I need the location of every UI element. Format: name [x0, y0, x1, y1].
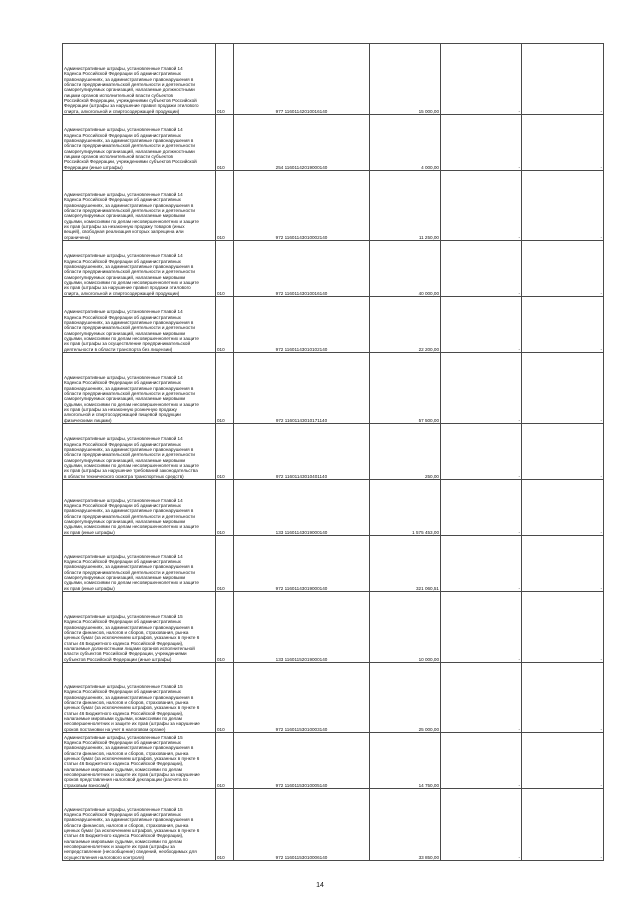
- line-code: 010: [216, 789, 234, 861]
- executed-amount: -: [441, 733, 522, 789]
- line-code: 010: [216, 241, 234, 297]
- executed-amount: -: [441, 663, 522, 733]
- row-name: Административные штрафы, установленные Главой 14 Кодекса Российской Федерации об административных правонарушениях, за административные правонарушения в области предпринимательской деятельности и деятельности саморегулируемых организаций, налагаемые мировыми судьями, комиссиями по делам несовершеннолетних и защите их прав (штрафы за нарушение требований законодательства в области технического осмотра транспортных средств): [63, 424, 216, 480]
- row-name: Административные штрафы, установленные Главой 15 Кодекса Российской Федерации об административных правонарушениях, за административные правонарушения в области финансов, налогов и сборов, страхования, рынка ценных бумаг (за исключением штрафов, указанных в пункте 6 статьи 46 Бюджетного кодекса Российской Федерации), налагаемые мировыми судьями, комиссиями по делам несовершеннолетних и защите их прав (штрафы за нарушение сроков постановки на учет в налоговом органе): [63, 663, 216, 733]
- unexecuted-amount: -: [522, 733, 604, 789]
- row-name: Административные штрафы, установленные Главой 14 Кодекса Российской Федерации об административных правонарушениях, за административные правонарушения в области предпринимательской деятельности и деятельности саморегулируемых организаций, налагаемые должностными лицами органов исполнительной власти субъектов Российской Федерации, учреждениями субъектов Российской Федерации (штрафы за нарушение правил продажи этилового спирта, алкогольной и спиртосодержащей продукции): [63, 44, 216, 115]
- unexecuted-amount: -: [522, 44, 604, 115]
- row-name: Административные штрафы, установленные Главой 14 Кодекса Российской Федерации об административных правонарушениях, за административные правонарушения в области предпринимательской деятельности и деятельности саморегулируемых организаций, налагаемые мировыми судьями, комиссиями по делам несовершеннолетних и защите их прав (штрафы за незаконную продажу товаров (иных вещей), свободная реализация которых запрещена или ограничена): [63, 171, 216, 241]
- line-code: 010: [216, 424, 234, 480]
- approved-amount: 11 250,00: [370, 171, 441, 241]
- executed-amount: -: [441, 592, 522, 663]
- executed-amount: -: [441, 171, 522, 241]
- line-code: 010: [216, 592, 234, 663]
- line-code: 010: [216, 171, 234, 241]
- table-row: [63, 44, 604, 115]
- approved-amount: 40 000,00: [370, 241, 441, 297]
- budget-classification-code: 254 11601142019000140: [234, 115, 370, 171]
- executed-amount: -: [441, 44, 522, 115]
- executed-amount: -: [441, 115, 522, 171]
- budget-classification-code: 972 11601143010401140: [234, 424, 370, 480]
- row-name: Административные штрафы, установленные Главой 14 Кодекса Российской Федерации об административных правонарушениях, за административные правонарушения в области предпринимательской деятельности и деятельности саморегулируемых организаций, налагаемые мировыми судьями, комиссиями по делам несовершеннолетних и защите их прав (штрафы за осуществление предпринимательской деятельности в области транспорта без лицензии): [63, 297, 216, 353]
- unexecuted-amount: -: [522, 480, 604, 536]
- table-row: [63, 789, 604, 861]
- budget-classification-code: 972 11601153010005140: [234, 733, 370, 789]
- budget-classification-code: 972 11601143019000140: [234, 536, 370, 592]
- budget-classification-code: 972 11601143010171140: [234, 353, 370, 424]
- budget-classification-code: 977 11601142010016140: [234, 44, 370, 115]
- line-code: 010: [216, 353, 234, 424]
- line-code: 010: [216, 480, 234, 536]
- page-number: 14: [316, 882, 324, 889]
- table-row: [63, 592, 604, 663]
- approved-amount: 22 200,00: [370, 297, 441, 353]
- table-row: [63, 297, 604, 353]
- executed-amount: -: [441, 480, 522, 536]
- unexecuted-amount: -: [522, 241, 604, 297]
- table-body: [63, 44, 604, 861]
- line-code: 010: [216, 663, 234, 733]
- approved-amount: 1 575 453,00: [370, 480, 441, 536]
- approved-amount: 33 850,00: [370, 789, 441, 861]
- table-row: [63, 663, 604, 733]
- approved-amount: 57 500,00: [370, 353, 441, 424]
- table-row: [63, 480, 604, 536]
- budget-classification-code: 133 11601152019000140: [234, 592, 370, 663]
- unexecuted-amount: -: [522, 663, 604, 733]
- table-row: [63, 171, 604, 241]
- unexecuted-amount: -: [522, 536, 604, 592]
- approved-amount: 250,00: [370, 424, 441, 480]
- line-code: 010: [216, 115, 234, 171]
- approved-amount: 10 000,00: [370, 592, 441, 663]
- executed-amount: -: [441, 789, 522, 861]
- unexecuted-amount: -: [522, 789, 604, 861]
- unexecuted-amount: -: [522, 297, 604, 353]
- approved-amount: 4 000,00: [370, 115, 441, 171]
- table-row: [63, 353, 604, 424]
- row-name: Административные штрафы, установленные Главой 15 Кодекса Российской Федерации об административных правонарушениях, за административные правонарушения в области финансов, налогов и сборов, страхования, рынка ценных бумаг (за исключением штрафов, указанных в пункте 6 статьи 46 Бюджетного кодекса Российской Федерации), налагаемые должностными лицами органов исполнительной власти субъектов Российской Федерации, учреждениями субъектов Российской Федерации (иные штрафы): [63, 592, 216, 663]
- executed-amount: -: [441, 424, 522, 480]
- unexecuted-amount: -: [522, 424, 604, 480]
- row-name: Административные штрафы, установленные Главой 14 Кодекса Российской Федерации об административных правонарушениях, за административные правонарушения в области предпринимательской деятельности и деятельности саморегулируемых организаций, налагаемые должностными лицами органов исполнительной власти субъектов Российской Федерации, учреждениями субъектов Российской Федерации (иные штрафы): [63, 115, 216, 171]
- unexecuted-amount: -: [522, 353, 604, 424]
- row-name: Административные штрафы, установленные Главой 15 Кодекса Российской Федерации об административных правонарушениях, за административные правонарушения в области финансов, налогов и сборов, страхования, рынка ценных бумаг (за исключением штрафов, указанных в пункте 6 статьи 46 Бюджетного кодекса Российской Федерации), налагаемые мировыми судьями, комиссиями по делам несовершеннолетних и защите их прав (штрафы за нарушение сроков представления налоговой декларации (расчета по страховым взносам)): [63, 733, 216, 789]
- approved-amount: 15 000,00: [370, 44, 441, 115]
- unexecuted-amount: -: [522, 171, 604, 241]
- budget-revenue-table: [62, 43, 604, 861]
- unexecuted-amount: -: [522, 115, 604, 171]
- row-name: Административные штрафы, установленные Главой 14 Кодекса Российской Федерации об административных правонарушениях, за административные правонарушения в области предпринимательской деятельности и деятельности саморегулируемых организаций, налагаемые мировыми судьями, комиссиями по делам несовершеннолетних и защите их прав (штрафы за нарушение правил продажи этилового спирта, алкогольной и спиртосодержащей продукции): [63, 241, 216, 297]
- executed-amount: -: [441, 241, 522, 297]
- approved-amount: 321 060,51: [370, 536, 441, 592]
- table-row: [63, 115, 604, 171]
- line-code: 010: [216, 297, 234, 353]
- line-code: 010: [216, 536, 234, 592]
- line-code: 010: [216, 733, 234, 789]
- unexecuted-amount: -: [522, 592, 604, 663]
- approved-amount: 14 750,00: [370, 733, 441, 789]
- approved-amount: 25 000,00: [370, 663, 441, 733]
- table-row: [63, 241, 604, 297]
- table-row: [63, 536, 604, 592]
- budget-classification-code: 972 11601153010006140: [234, 789, 370, 861]
- budget-classification-code: 972 11601153010003140: [234, 663, 370, 733]
- row-name: Административные штрафы, установленные Главой 14 Кодекса Российской Федерации об административных правонарушениях, за административные правонарушения в области предпринимательской деятельности и деятельности саморегулируемых организаций, налагаемые мировыми судьями, комиссиями по делам несовершеннолетних и защите их прав (штрафы за незаконную розничную продажу алкогольной и спиртосодержащей пищевой продукции физическими лицами): [63, 353, 216, 424]
- executed-amount: -: [441, 536, 522, 592]
- budget-classification-code: 972 11601143010102140: [234, 297, 370, 353]
- executed-amount: -: [441, 353, 522, 424]
- row-name: Административные штрафы, установленные Главой 14 Кодекса Российской Федерации об административных правонарушениях, за административные правонарушения в области предпринимательской деятельности и деятельности саморегулируемых организаций, налагаемые мировыми судьями, комиссиями по делам несовершеннолетних и защите их прав (иные штрафы): [63, 536, 216, 592]
- budget-classification-code: 133 11601143019000140: [234, 480, 370, 536]
- row-name: Административные штрафы, установленные Главой 15 Кодекса Российской Федерации об административных правонарушениях, за административные правонарушения в области финансов, налогов и сборов, страхования, рынка ценных бумаг (за исключением штрафов, указанных в пункте 6 статьи 46 Бюджетного кодекса Российской Федерации), налагаемые мировыми судьями, комиссиями по делам несовершеннолетних и защите их прав (штрафы за непредставление (несообщение) сведений, необходимых для осуществления налогового контроля): [63, 789, 216, 861]
- budget-classification-code: 972 11601143010002140: [234, 171, 370, 241]
- executed-amount: -: [441, 297, 522, 353]
- budget-classification-code: 972 11601143010016140: [234, 241, 370, 297]
- table-row: [63, 424, 604, 480]
- line-code: 010: [216, 44, 234, 115]
- row-name: Административные штрафы, установленные Главой 14 Кодекса Российской Федерации об административных правонарушениях, за административные правонарушения в области предпринимательской деятельности и деятельности саморегулируемых организаций, налагаемые мировыми судьями, комиссиями по делам несовершеннолетних и защите их прав (иные штрафы): [63, 480, 216, 536]
- table-row: [63, 733, 604, 789]
